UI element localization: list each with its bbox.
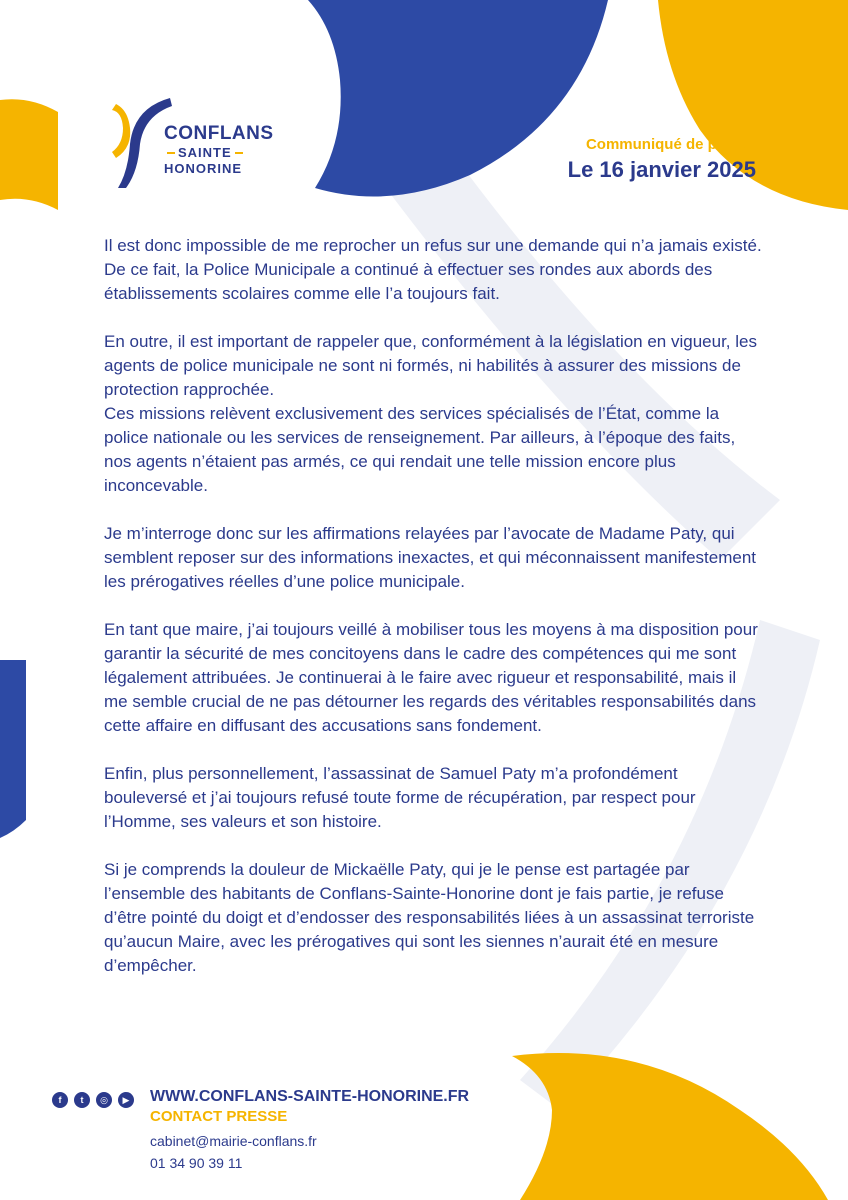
paragraph-2: En outre, il est important de rappeler que, conformément à la législation en vigueur, les agents de police municipale ne sont ni formés, ni habilités à assurer des missions de protection rapprochée. xyxy=(104,332,757,399)
press-release-date: Le 16 janvier 2025 xyxy=(567,157,756,182)
logo-line-1: CONFLANS xyxy=(164,123,274,144)
city-logo-text xyxy=(164,124,274,175)
logo-dash-left xyxy=(167,152,175,154)
paragraph-4: Je m’interroge donc sur les affirmations relayées par l’avocate de Madame Paty, qui semblent reposer sur des informations inexactes, et qui méconnaissent manifestement les prérogatives réelles d’une police municipale. xyxy=(104,524,756,591)
paragraph-3: Ces missions relèvent exclusivement des services spécialisés de l’État, comme la police nationale ou les services de renseignement. Par ailleurs, à l’époque des faits, nos agents n’étaient pas armés, ce qui rendait une telle mission encore plus inconcevable. xyxy=(104,404,736,495)
twitter-icon[interactable]: t xyxy=(74,1092,90,1108)
logo-dash-right xyxy=(235,152,243,154)
contact-phone: 01 34 90 39 11 xyxy=(150,1155,243,1171)
website-link[interactable]: WWW.CONFLANS-SAINTE-HONORINE.FR xyxy=(150,1088,470,1105)
paragraph-1: Il est donc impossible de me reprocher un refus sur une demande qui n’a jamais existé. De ce fait, la Police Municipale a continué à effectuer ses rondes aux abords des établissements scolaires comme elle l’a toujours fait. xyxy=(104,236,762,303)
logo-line-2 xyxy=(164,146,274,159)
contact-email[interactable]: cabinet@mairie-conflans.fr xyxy=(150,1133,317,1149)
blue-left-shape xyxy=(0,660,26,838)
instagram-icon[interactable]: ◎ xyxy=(96,1092,112,1108)
youtube-icon[interactable]: ▶ xyxy=(118,1092,134,1108)
press-header xyxy=(568,136,756,183)
paragraph-7: Si je comprends la douleur de Mickaëlle Paty, qui je le pense est partagée par l’ensemble des habitants de Conflans-Sainte-Honorine dont je fais partie, je refuse d’être pointé du doigt et d’endosser des responsabilités liées à un assassinat terroriste qu’aucun Maire, avec les prérogatives qui sont les siennes n’aurait été en mesure d’empêcher. xyxy=(104,860,755,975)
logo-line-3: HONORINE xyxy=(164,161,243,176)
press-release-label: Communiqué de presse xyxy=(585,136,756,153)
footer-contact-block xyxy=(150,1088,469,1171)
press-contact-label: CONTACT PRESSE xyxy=(150,1108,288,1125)
yellow-left-shape xyxy=(0,99,58,210)
blue-arc-shape xyxy=(308,0,608,196)
facebook-icon[interactable]: f xyxy=(52,1092,68,1108)
social-icons xyxy=(52,1092,134,1108)
press-release-body xyxy=(104,234,764,978)
paragraph-6: Enfin, plus personnellement, l’assassinat de Samuel Paty m’a profondément bouleversé et j’ai toujours refusé toute forme de récupération, par respect pour l’Homme, ses valeurs et son histoire. xyxy=(104,764,696,831)
logo-line-2-text: SAINTE xyxy=(178,145,232,160)
paragraph-5: En tant que maire, j’ai toujours veillé à mobiliser tous les moyens à ma disposition pour garantir la sécurité de mes concitoyens dans le cadre des compétences qui me sont légalement attribuées. Je continuerai à le faire avec rigueur et responsabilité, mais il me semble crucial de ne pas détourner les regards des véritables responsabilités dans cette affaire en diffusant des accusations sans fondement. xyxy=(104,620,758,735)
yellow-arc-shape-bottom xyxy=(512,1053,828,1200)
